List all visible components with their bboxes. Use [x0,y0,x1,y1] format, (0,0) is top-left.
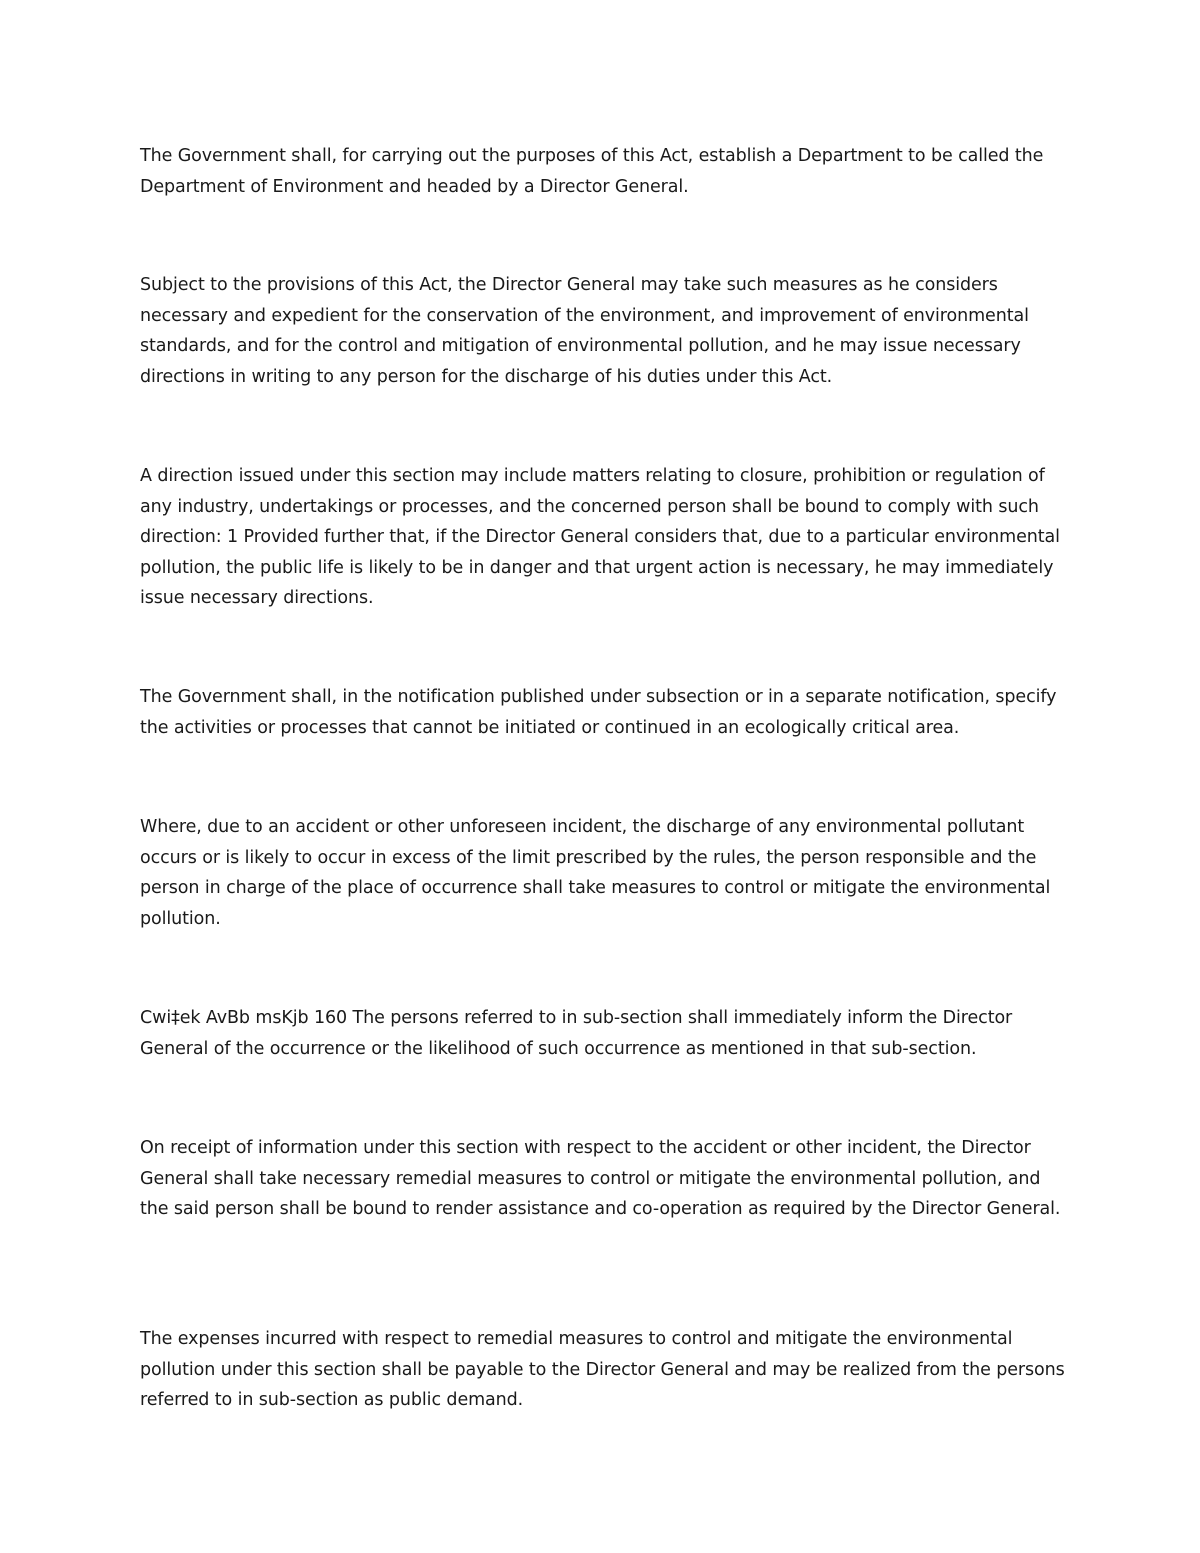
paragraph-direction-scope: A direction issued under this section may include matters relating to closure, prohibition or regulation of any industry, undertakings or processes, and the concerned person shall be bound to comply with such direction: 1 Provided further that, if the Director General considers that, due to a particular environmental pollution, the public life is likely to be in danger and that urgent action is necessary, he may immediately issue necessary directions. [140,466,1060,608]
paragraph-remedial-measures: On receipt of information under this section with respect to the accident or other incident, the Director General shall take necessary remedial measures to control or mitigate the environmental pollution, and the said person shall be bound to render assistance and co-operation as required by the Director General. [140,1138,1061,1219]
paragraph-accident-discharge: Where, due to an accident or other unforeseen incident, the discharge of any environmental pollutant occurs or is likely to occur in excess of the limit prescribed by the rules, the person responsible and the person in charge of the place of occurrence shall take measures to control or mitigate the environmental pollution. [140,817,1051,929]
paragraph-expenses: The expenses incurred with respect to remedial measures to control and mitigate the environmental pollution under this section shall be payable to the Director General and may be realized from the persons referred to in sub-section as public demand. [140,1329,1065,1410]
paragraph-ecologically-critical-area: The Government shall, in the notification published under subsection or in a separate notification, specify the activities or processes that cannot be initiated or continued in an ecologically critical area. [140,687,1057,738]
paragraph-department-establishment: The Government shall, for carrying out the purposes of this Act, establish a Department to be called the Department of Environment and headed by a Director General. [140,146,1044,197]
paragraph-director-general-measures: Subject to the provisions of this Act, the Director General may take such measures as he considers necessary and expedient for the conservation of the environment, and improvement of environmental standards, and for the control and mitigation of environmental pollution, and he may issue necessary directions in writing to any person for the discharge of his duties under this Act. [140,275,1029,387]
paragraph-inform-director: Cwi‡ek AvBb msKjb 160 The persons referred to in sub-section shall immediately inform the Director General of the occurrence or the likelihood of such occurrence as mentioned in that sub-section. [140,1008,1013,1059]
